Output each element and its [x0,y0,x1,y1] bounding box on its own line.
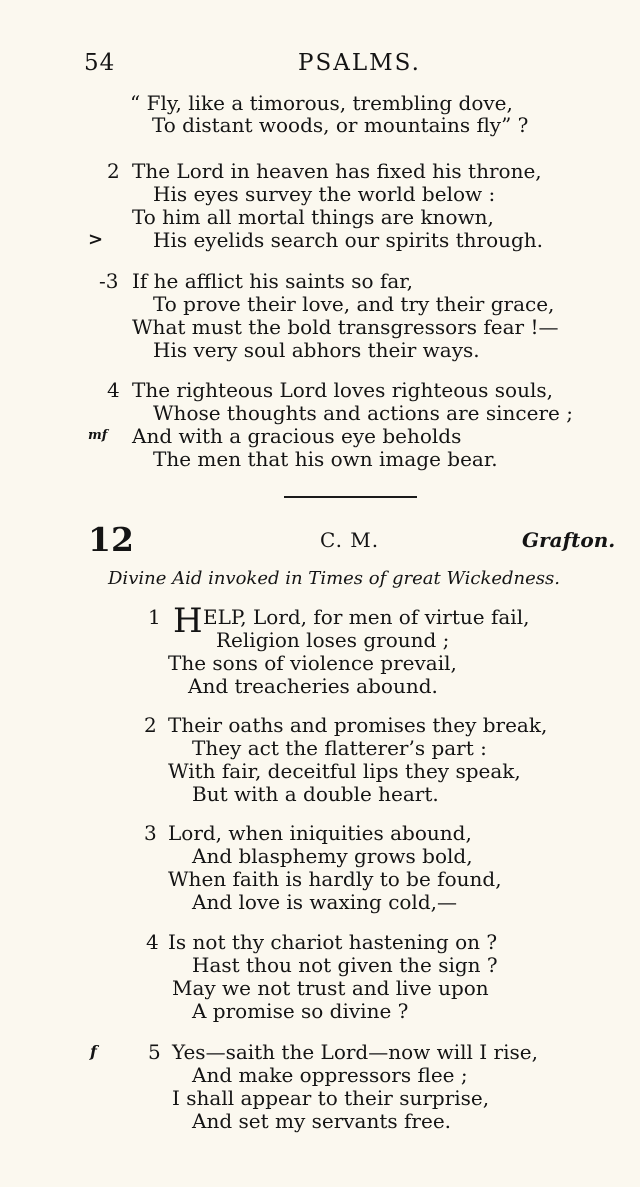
stanza-number: 2 [107,159,120,183]
page-number: 54 [84,50,116,76]
verse-line: His very soul abhors their ways. [153,338,480,362]
verse-line: And with a gracious eye beholds [132,424,462,448]
dynamic-mark: f [90,1042,97,1061]
verse-line: To him all mortal things are known, [132,205,494,229]
verse-line: May we not trust and live upon [172,976,489,1000]
verse-line: Is not thy chariot hastening on ? [168,930,498,954]
verse-line: ELP, Lord, for men of virtue fail, [203,605,530,629]
verse-line: The righteous Lord loves righteous souls, [132,378,553,402]
dynamic-mark: > [88,229,104,250]
verse-line: And make oppressors flee ; [192,1063,468,1087]
verse-line: If he afflict his saints so far, [132,269,413,293]
verse-line: To distant woods, or mountains fly” ? [152,113,529,137]
stanza-number: 3 [144,821,157,845]
verse-line: A promise so divine ? [192,999,409,1023]
stanza-number: 1 [148,605,161,629]
verse-line: Religion loses ground ; [216,628,450,652]
verse-line: The Lord in heaven has fixed his throne, [132,159,542,183]
section-divider [284,496,417,498]
stanza-number: 5 [148,1040,161,1064]
stanza-number: 4 [146,930,159,954]
verse-line: I shall appear to their surprise, [172,1086,490,1110]
verse-line: And set my servants free. [192,1109,452,1133]
verse-line: And love is waxing cold,— [192,890,457,914]
hymn-meter: C. M. [320,528,380,552]
verse-line: His eyes survey the world below : [153,182,496,206]
verse-line: Yes—saith the Lord—now will I rise, [172,1040,538,1064]
verse-line: “ Fly, like a timorous, trembling dove, [130,91,513,115]
verse-line: The sons of violence prevail, [168,651,457,675]
verse-line: Hast thou not given the sign ? [192,953,498,977]
running-title: PSALMS. [298,50,421,76]
verse-line: But with a double heart. [192,782,439,806]
drop-cap: H [173,601,203,641]
verse-line: What must the bold transgressors fear !— [132,315,559,339]
verse-line: And treacheries abound. [188,674,438,698]
verse-line: The men that his own image bear. [153,447,498,471]
dynamic-mark: mf [88,428,108,443]
verse-line: Their oaths and promises they break, [168,713,548,737]
verse-line: His eyelids search our spirits through. [153,228,544,252]
hymn-number: 12 [88,520,134,559]
verse-line: To prove their love, and try their grace, [153,292,555,316]
stanza-number: 4 [107,378,120,402]
verse-line: When faith is hardly to be found, [168,867,502,891]
verse-line: Lord, when iniquities abound, [168,821,472,845]
verse-line: They act the flatterer’s part : [192,736,487,760]
verse-line: And blasphemy grows bold, [192,844,473,868]
verse-line: Whose thoughts and actions are sincere ; [153,401,573,425]
stanza-number: -3 [99,269,119,293]
verse-line: With fair, deceitful lips they speak, [168,759,521,783]
tune-name: Grafton. [522,528,616,552]
stanza-number: 2 [144,713,157,737]
hymn-subtitle: Divine Aid invoked in Times of great Wickedness. [108,568,560,589]
